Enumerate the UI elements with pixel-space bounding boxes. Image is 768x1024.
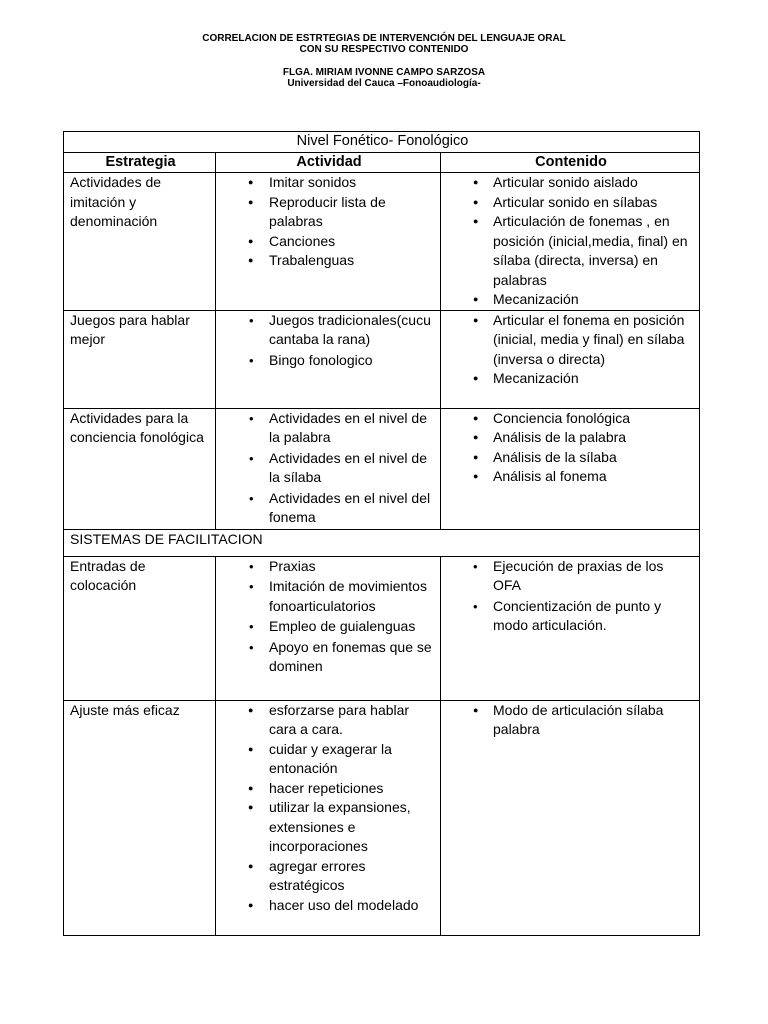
list-item: ● Imitar sonidos bbox=[222, 173, 436, 193]
list-item: • Imitación de movimientos fonoarticulatorios bbox=[222, 577, 436, 616]
table-row bbox=[64, 408, 700, 529]
list-item: ● Modo de articulación sílaba palabra bbox=[447, 701, 695, 740]
actividad-cell bbox=[216, 173, 441, 311]
estrategia-cell: Juegos para hablar mejor bbox=[64, 310, 216, 408]
list-item: • Concientización de punto y modo articulación. bbox=[447, 597, 695, 636]
list-item: ● Articular sonido en sílabas bbox=[447, 193, 695, 213]
table-row bbox=[64, 700, 700, 935]
table-row bbox=[64, 173, 700, 311]
list-item: ● agregar errores estratégicos bbox=[222, 857, 436, 896]
list-item: ● Análisis de la sílaba bbox=[447, 448, 695, 468]
list-item: • Actividades en el nivel de la palabra bbox=[222, 409, 436, 448]
author-name: FLGA. MIRIAM IVONNE CAMPO SARZOSA bbox=[282, 67, 486, 78]
list-item: • Juegos tradicionales(cucu cantaba la rana) bbox=[222, 311, 436, 350]
document-header bbox=[0, 33, 768, 55]
contenido-cell bbox=[441, 173, 700, 311]
estrategia-cell: Actividades de imitación y denominación bbox=[64, 173, 216, 311]
table-title: Nivel Fonético- Fonológico bbox=[64, 132, 700, 153]
list-item: • Actividades en el nivel del fonema bbox=[222, 489, 436, 528]
list-item: ● Conciencia fonológica bbox=[447, 409, 695, 429]
contenido-cell bbox=[441, 408, 700, 529]
list-item: • Apoyo en fonemas que se dominen bbox=[222, 638, 436, 677]
list-item: ● esforzarse para hablar cara a cara. bbox=[222, 701, 436, 740]
document-title-line2: CON SU RESPECTIVO CONTENIDO bbox=[299, 44, 469, 55]
list-item: ● Canciones bbox=[222, 232, 436, 252]
list-item: ● Análisis de la palabra bbox=[447, 428, 695, 448]
list-item: • Empleo de guialenguas bbox=[222, 617, 436, 637]
estrategia-cell: Entradas de colocación bbox=[64, 556, 216, 700]
list-item: ● hacer repeticiones bbox=[222, 779, 436, 799]
table-row bbox=[64, 556, 700, 700]
contenido-cell bbox=[441, 556, 700, 700]
section-label: SISTEMAS DE FACILITACION bbox=[64, 529, 700, 556]
document-title-line1: CORRELACION DE ESTRTEGIAS DE INTERVENCIÓN DEL LENGUAJE ORAL bbox=[202, 33, 566, 44]
institution-name: Universidad del Cauca –Fonoaudiología- bbox=[287, 78, 481, 89]
actividad-cell bbox=[216, 408, 441, 529]
strategy-table bbox=[63, 131, 700, 936]
list-item: ● cuidar y exagerar la entonación bbox=[222, 740, 436, 779]
table-row bbox=[64, 310, 700, 408]
estrategia-cell: Ajuste más eficaz bbox=[64, 700, 216, 935]
list-item: ● Mecanización bbox=[447, 369, 695, 389]
list-item: • Ejecución de praxias de los OFA bbox=[447, 557, 695, 596]
column-header-contenido: Contenido bbox=[441, 152, 700, 173]
estrategia-cell: Actividades para la conciencia fonológica bbox=[64, 408, 216, 529]
list-item: ● Mecanización bbox=[447, 290, 695, 310]
list-item: ● hacer uso del modelado bbox=[222, 896, 436, 916]
author-block bbox=[0, 67, 768, 89]
contenido-cell bbox=[441, 700, 700, 935]
list-item: • Actividades en el nivel de la sílaba bbox=[222, 449, 436, 488]
list-item: • Bingo fonologico bbox=[222, 351, 436, 371]
list-item: ● Trabalenguas bbox=[222, 251, 436, 271]
actividad-cell bbox=[216, 556, 441, 700]
list-item: ● Articular sonido aislado bbox=[447, 173, 695, 193]
list-item: ● Articulación de fonemas , en posición (inicial,media, final) en sílaba (directa, inversa) en palabras bbox=[447, 212, 695, 290]
column-header-estrategia: Estrategia bbox=[64, 152, 216, 173]
list-item: ● Articular el fonema en posición (inicial, media y final) en sílaba (inversa o directa) bbox=[447, 311, 695, 370]
list-item: ● utilizar la expansiones, extensiones e incorporaciones bbox=[222, 798, 436, 857]
list-item: ● Análisis al fonema bbox=[447, 467, 695, 487]
list-item: ● Reproducir lista de palabras bbox=[222, 193, 436, 232]
actividad-cell bbox=[216, 700, 441, 935]
list-item: • Praxias bbox=[222, 557, 436, 577]
contenido-cell bbox=[441, 310, 700, 408]
column-header-actividad: Actividad bbox=[216, 152, 441, 173]
actividad-cell bbox=[216, 310, 441, 408]
